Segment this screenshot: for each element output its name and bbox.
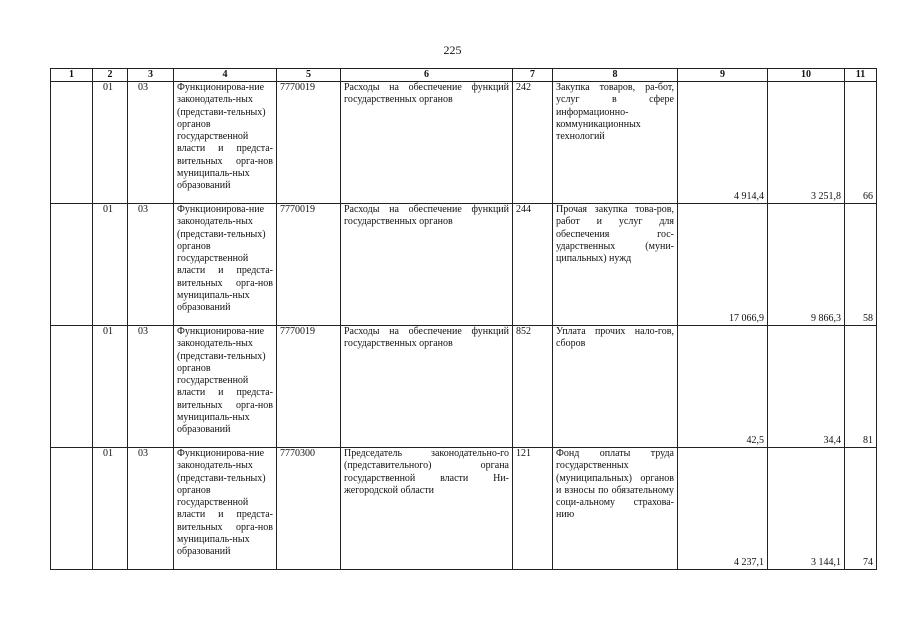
- cell-actual: 3 144,1: [768, 448, 845, 570]
- header-cell-11: 11: [845, 69, 877, 82]
- header-cell-10: 10: [768, 69, 845, 82]
- cell-planned: 17 066,9: [678, 204, 768, 326]
- cell-expense-name: Фонд оплаты труда государственных (муниципальных) органов и взносы по обязательному соци-альному страхова-нию: [553, 448, 678, 570]
- table-header-row: [51, 69, 877, 82]
- cell-percent: 81: [845, 326, 877, 448]
- cell-target-name: Расходы на обеспечение функций государственных органов: [341, 204, 513, 326]
- cell-expense-code: 242: [513, 82, 553, 204]
- cell-percent: 66: [845, 82, 877, 204]
- header-cell-7: 7: [513, 69, 553, 82]
- cell-section: 01: [93, 204, 128, 326]
- header-cell-4: 4: [174, 69, 277, 82]
- page-number: 225: [443, 43, 462, 57]
- cell-col1: [51, 448, 93, 570]
- cell-expense-name: Уплата прочих нало-гов, сборов: [553, 326, 678, 448]
- cell-planned: 4 914,4: [678, 82, 768, 204]
- cell-percent: 74: [845, 448, 877, 570]
- cell-section-name: Функционирова-ние законодатель-ных (представи-тельных) органов государственной власти и предста-вительных орга-нов муниципаль-ных образований: [174, 82, 277, 204]
- cell-subsection: 03: [128, 326, 174, 448]
- cell-col1: [51, 204, 93, 326]
- cell-target-name: Расходы на обеспечение функций государственных органов: [341, 326, 513, 448]
- cell-col1: [51, 326, 93, 448]
- cell-target-code: 7770300: [277, 448, 341, 570]
- cell-section: 01: [93, 448, 128, 570]
- cell-subsection: 03: [128, 448, 174, 570]
- cell-col1: [51, 82, 93, 204]
- cell-expense-name: Прочая закупка това-ров, работ и услуг для обеспечения гос-ударственных (муни-ципальных) нужд: [553, 204, 678, 326]
- cell-section: 01: [93, 326, 128, 448]
- cell-planned: 42,5: [678, 326, 768, 448]
- cell-expense-code: 121: [513, 448, 553, 570]
- cell-subsection: 03: [128, 204, 174, 326]
- budget-table: [50, 68, 877, 570]
- cell-actual: 3 251,8: [768, 82, 845, 204]
- table-row: [51, 326, 877, 448]
- cell-target-code: 7770019: [277, 204, 341, 326]
- header-cell-2: 2: [93, 69, 128, 82]
- cell-expense-code: 852: [513, 326, 553, 448]
- table-row: [51, 82, 877, 204]
- cell-actual: 34,4: [768, 326, 845, 448]
- cell-section-name: Функционирова-ние законодатель-ных (представи-тельных) органов государственной власти и предста-вительных орга-нов муниципаль-ных образований: [174, 204, 277, 326]
- cell-expense-name: Закупка товаров, ра-бот, услуг в сфере информационно-коммуникационных технологий: [553, 82, 678, 204]
- cell-actual: 9 866,3: [768, 204, 845, 326]
- header-cell-9: 9: [678, 69, 768, 82]
- header-cell-5: 5: [277, 69, 341, 82]
- cell-section-name: Функционирова-ние законодатель-ных (представи-тельных) органов государственной власти и предста-вительных орга-нов муниципаль-ных образований: [174, 326, 277, 448]
- cell-section: 01: [93, 82, 128, 204]
- cell-percent: 58: [845, 204, 877, 326]
- cell-target-name: Председатель законодательно-го (представительного) органа государственной власти Ни-жегородской области: [341, 448, 513, 570]
- header-cell-3: 3: [128, 69, 174, 82]
- header-cell-6: 6: [341, 69, 513, 82]
- cell-target-name: Расходы на обеспечение функций государственных органов: [341, 82, 513, 204]
- cell-expense-code: 244: [513, 204, 553, 326]
- cell-subsection: 03: [128, 82, 174, 204]
- cell-target-code: 7770019: [277, 82, 341, 204]
- cell-planned: 4 237,1: [678, 448, 768, 570]
- table-row: [51, 204, 877, 326]
- cell-section-name: Функционирова-ние законодатель-ных (представи-тельных) органов государственной власти и предста-вительных орга-нов муниципаль-ных образований: [174, 448, 277, 570]
- header-cell-8: 8: [553, 69, 678, 82]
- table-row: [51, 448, 877, 570]
- cell-target-code: 7770019: [277, 326, 341, 448]
- header-cell-1: 1: [51, 69, 93, 82]
